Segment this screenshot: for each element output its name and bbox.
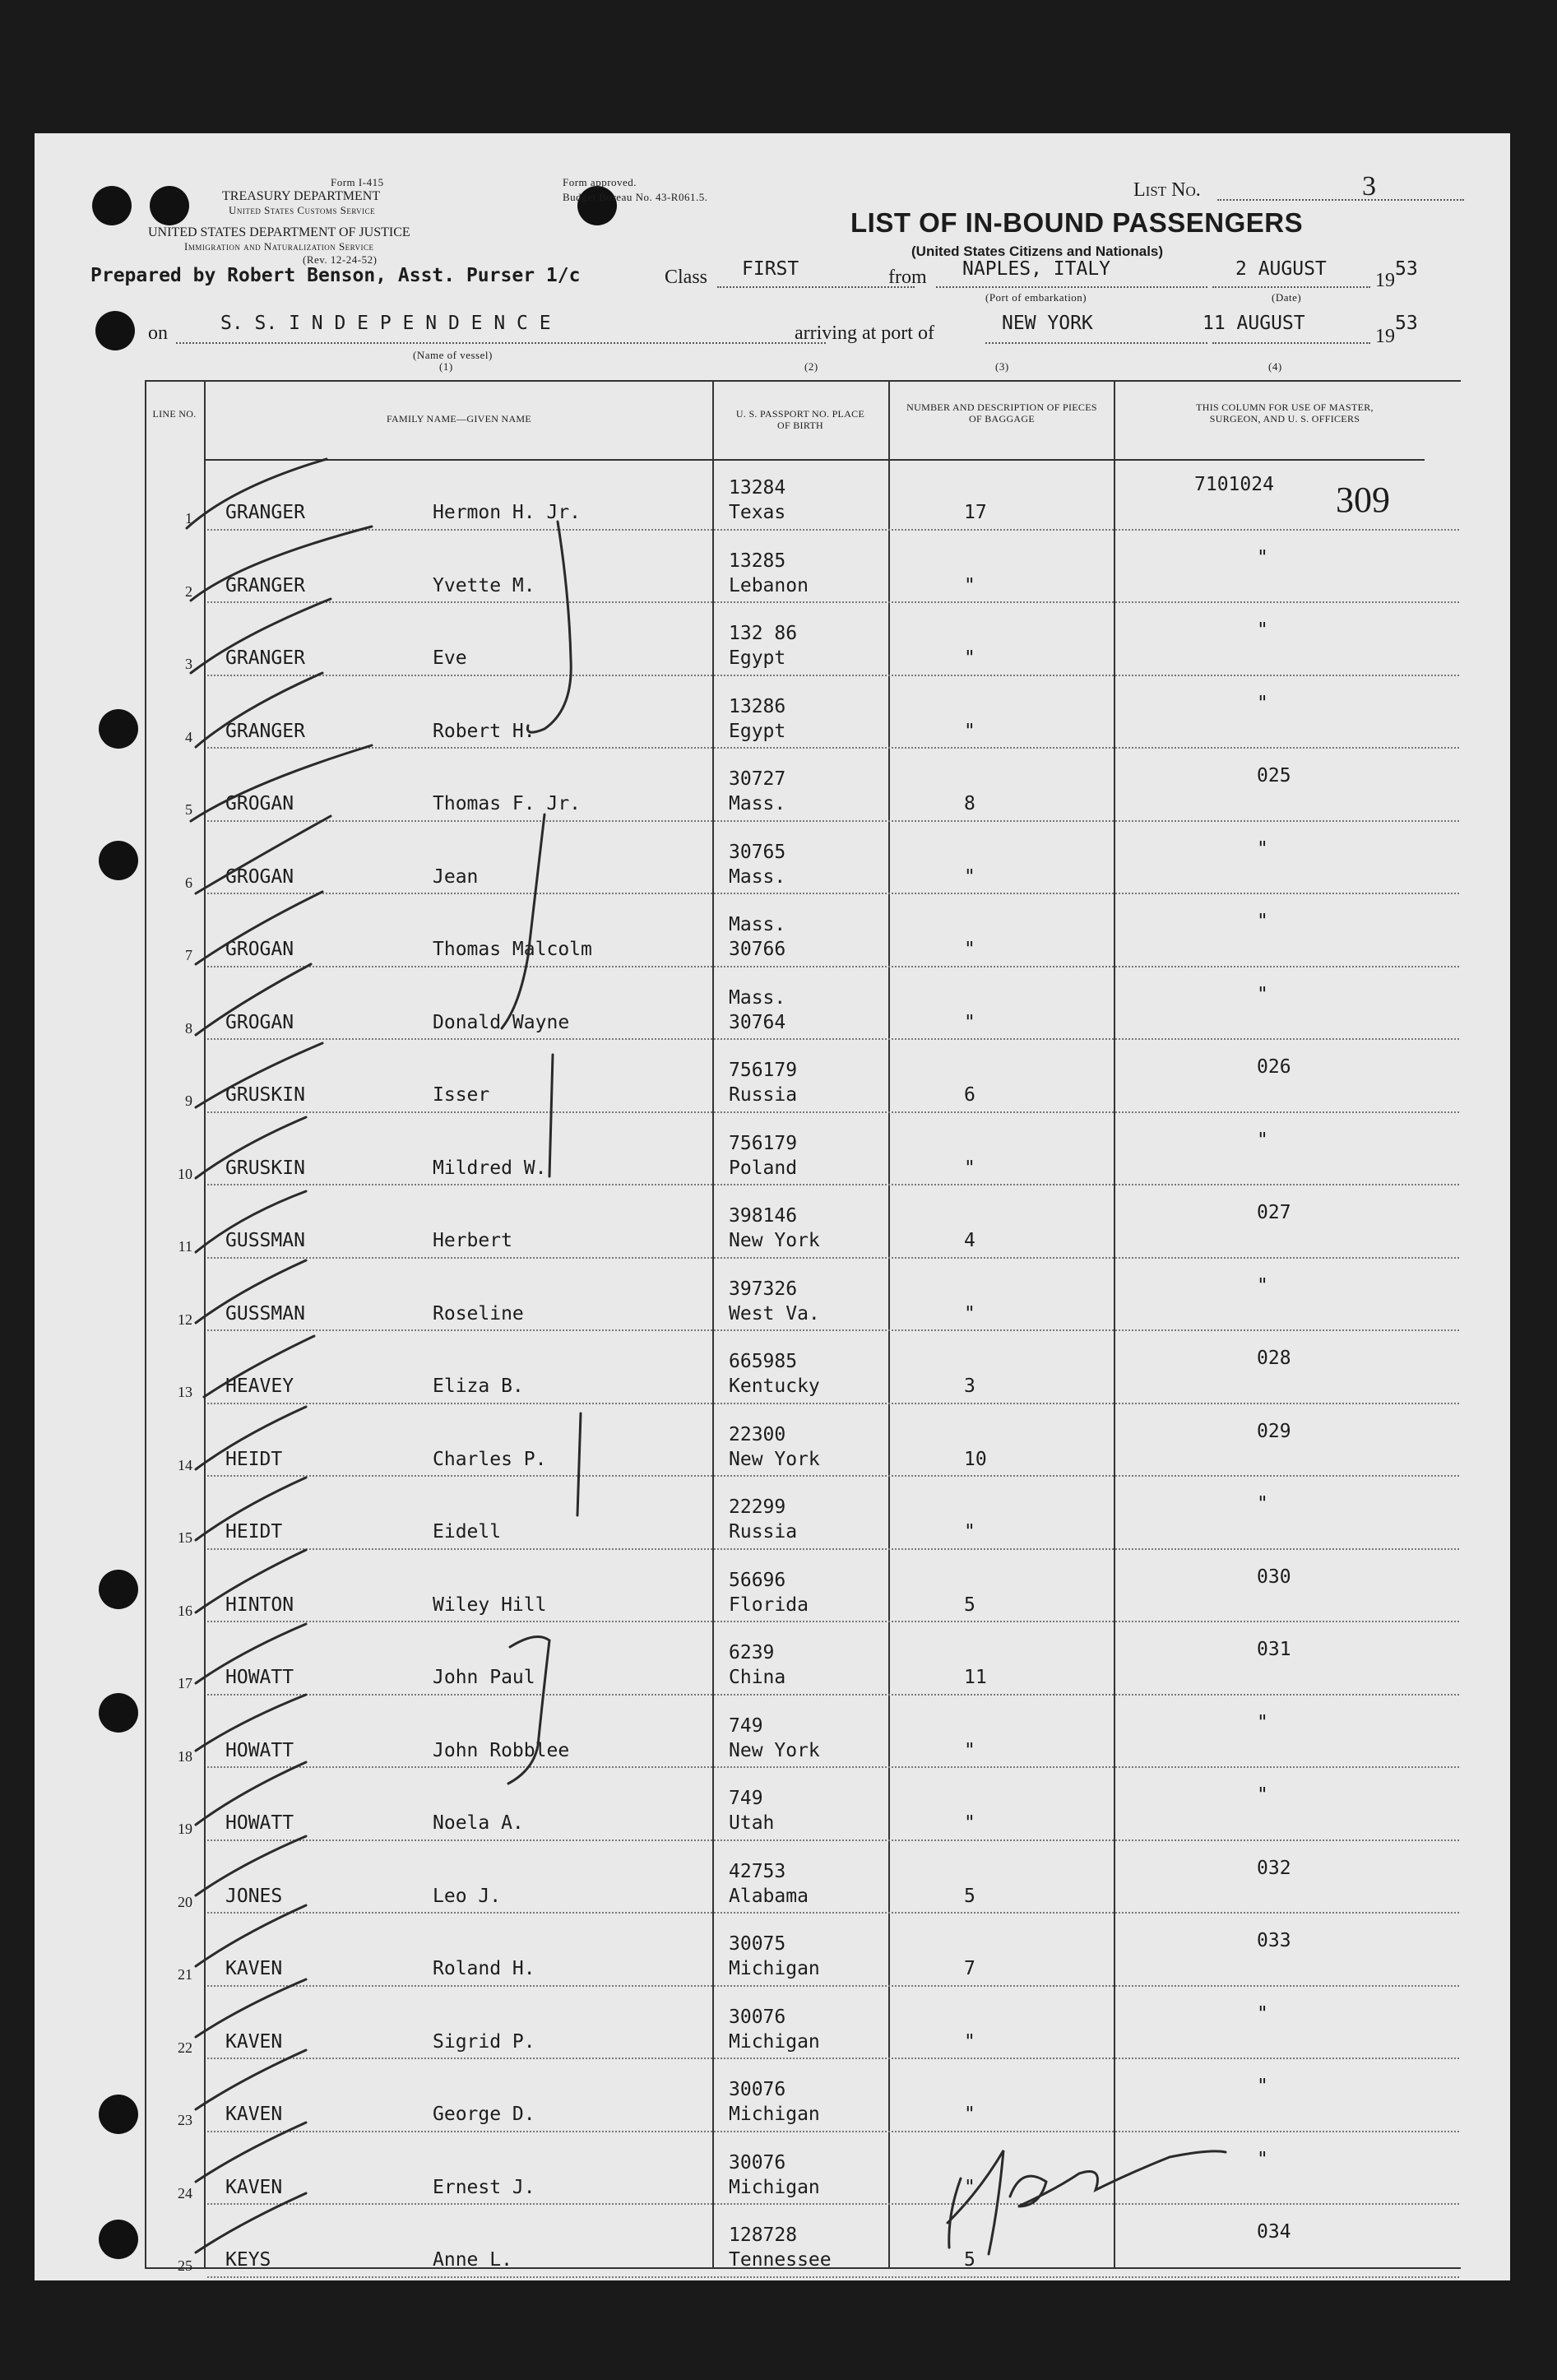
passport-no: 30076 [729, 2079, 786, 2100]
line-number: 1 [185, 510, 192, 527]
line-number: 23 [178, 2112, 192, 2128]
baggage-count: 4 [964, 1230, 975, 1251]
place-of-birth: Lebanon [729, 574, 809, 596]
officer-code: " [1257, 1129, 1268, 1151]
arriving-label: arriving at port of [795, 322, 934, 344]
place-of-birth: New York [729, 1739, 820, 1761]
customs-service: United States Customs Service [229, 204, 376, 216]
depart-date-value: 2 AUGUST [1235, 258, 1327, 280]
baggage-count: 10 [964, 1448, 987, 1470]
from-label: from [888, 267, 927, 288]
prepared-by: Prepared by Robert Benson, Asst. Purser 1/c [90, 265, 581, 286]
baggage-count: " [964, 1157, 975, 1179]
place-of-birth: Egypt [729, 647, 786, 669]
officer-code: " [1257, 1784, 1268, 1806]
family-name: GRANGER [225, 647, 305, 669]
given-name: Eidell [433, 1521, 502, 1543]
baggage-count: 7 [964, 1958, 975, 1979]
treasury-department: TREASURY DEPARTMENT [222, 189, 381, 203]
line-number: 17 [178, 1675, 192, 1691]
depart-year-prefix: 19 [1375, 270, 1395, 291]
family-name: HOWATT [225, 1667, 294, 1688]
col-head-baggage: NUMBER AND DESCRIPTION OF PIECES OF BAGGAGE [906, 401, 1097, 425]
officer-code: " [1257, 546, 1268, 568]
line-number: 21 [178, 1966, 192, 1983]
line-number: 5 [185, 801, 192, 818]
family-name: KAVEN [225, 2030, 283, 2053]
baggage-count: 6 [964, 1084, 975, 1106]
passport-no: 398146 [729, 1205, 798, 1227]
officer-code: " [1257, 983, 1268, 1005]
line-number: 25 [178, 2257, 192, 2274]
line-number: 22 [178, 2039, 192, 2056]
place-of-birth: Michigan [729, 2030, 820, 2053]
col-marker-2: (2) [804, 360, 818, 373]
arrival-year-prefix: 19 [1375, 326, 1395, 347]
passport-no: 13286 [729, 695, 786, 717]
on-label: on [148, 322, 168, 344]
list-no-value: 3 [1362, 171, 1376, 202]
passport-no: 22300 [729, 1423, 786, 1445]
family-name: GROGAN [225, 793, 294, 814]
handwritten-marks [35, 133, 1510, 2280]
place-of-birth: Egypt [729, 720, 786, 742]
line-number: 6 [185, 874, 192, 891]
baggage-count: " [964, 1812, 975, 1834]
family-name: HINTON [225, 1594, 294, 1616]
officer-code: 033 [1257, 1930, 1291, 1951]
given-name: Sigrid P. [433, 2030, 535, 2053]
place-of-birth: Russia [729, 1521, 798, 1543]
officer-code: " [1257, 692, 1268, 714]
passport-no: 665985 [729, 1351, 798, 1372]
place-of-birth: China [729, 1667, 786, 1688]
passport-no: 397326 [729, 1278, 798, 1300]
place-of-birth: New York [729, 1230, 820, 1251]
place-of-birth: West Va. [729, 1302, 820, 1325]
family-name: GRANGER [225, 720, 305, 742]
line-number: 2 [185, 582, 192, 600]
baggage-count: 5 [964, 1594, 975, 1616]
baggage-count: " [964, 574, 975, 596]
passport-no: 756179 [729, 1132, 798, 1154]
passport-no: 13284 [729, 477, 786, 499]
immigration-service: Immigration and Naturalization Service [184, 240, 374, 253]
line-number: 14 [178, 1456, 192, 1473]
given-name: Donald Wayne [433, 1011, 570, 1033]
given-name: Ernest J. [433, 2176, 535, 2198]
baggage-count: " [964, 2176, 975, 2198]
place-of-birth: Florida [729, 1594, 809, 1616]
place-of-birth: Michigan [729, 2176, 820, 2198]
line-number: 7 [185, 947, 192, 963]
given-name: Eve [433, 647, 467, 669]
given-name: Hermon H. Jr. [433, 502, 582, 523]
list-no-label: List No. [1133, 179, 1201, 201]
family-name: KAVEN [225, 2104, 283, 2125]
class-value: FIRST [742, 258, 799, 280]
passport-no: 6239 [729, 1642, 775, 1663]
baggage-count: " [964, 1302, 975, 1325]
col-head-line-no: LINE NO. [152, 408, 197, 420]
passport-no: 30075 [729, 1933, 786, 1955]
class-label: Class [665, 267, 708, 288]
col-head-officers: THIS COLUMN FOR USE OF MASTER, SURGEON, AND U. S. OFFICERS [1196, 401, 1374, 425]
passport-no: 30765 [729, 841, 786, 863]
place-of-birth: 30766 [729, 939, 786, 960]
baggage-count: " [964, 1521, 975, 1543]
passport-no: 42753 [729, 1860, 786, 1882]
passport-no: Mass. [729, 914, 786, 935]
baggage-count: 3 [964, 1376, 975, 1397]
passport-no: 749 [729, 1714, 763, 1737]
family-name: GROGAN [225, 939, 294, 960]
officer-code: 034 [1257, 2221, 1291, 2243]
baggage-count: " [964, 939, 975, 960]
arrival-port-value: NEW YORK [1002, 313, 1093, 334]
officer-code: " [1257, 911, 1268, 932]
given-name: John Paul [433, 1667, 535, 1688]
family-name: KAVEN [225, 2176, 283, 2198]
baggage-count: 17 [964, 502, 987, 523]
passport-no: 756179 [729, 1060, 798, 1081]
passport-no: 22299 [729, 1496, 786, 1518]
form-approved: Form approved. [563, 176, 637, 188]
family-name: KEYS [225, 2249, 271, 2271]
officer-code: " [1257, 2002, 1268, 2025]
officer-code: 026 [1257, 1056, 1291, 1078]
family-name: HEAVEY [225, 1376, 294, 1397]
given-name: Wiley Hill [433, 1594, 547, 1616]
passport-no: Mass. [729, 986, 786, 1009]
given-name: Leo J. [433, 1885, 502, 1907]
family-name: HOWATT [225, 1812, 294, 1834]
given-name: Charles P. [433, 1448, 547, 1470]
given-name: John Robblee [433, 1739, 570, 1761]
family-name: JONES [225, 1885, 283, 1907]
family-name: KAVEN [225, 1958, 283, 1979]
line-number: 4 [185, 728, 192, 745]
place-of-birth: Poland [729, 1157, 798, 1179]
family-name: GRANGER [225, 574, 305, 596]
officer-code: " [1257, 837, 1268, 860]
officer-code: 031 [1257, 1639, 1291, 1660]
page-title: LIST OF IN-BOUND PASSENGERS [850, 207, 1304, 238]
line-number: 24 [178, 2184, 192, 2201]
baggage-count: 5 [964, 1885, 975, 1907]
arrival-year-suffix: 53 [1395, 313, 1418, 334]
family-name: GRUSKIN [225, 1084, 305, 1106]
place-of-birth: 30764 [729, 1011, 786, 1033]
officer-code: " [1257, 2148, 1268, 2170]
officer-code: 7101024 [1194, 474, 1274, 495]
line-number: 18 [178, 1747, 192, 1765]
given-name: Isser [433, 1084, 490, 1106]
line-number: 10 [178, 1165, 192, 1182]
baggage-count: " [964, 865, 975, 888]
officer-code: " [1257, 1711, 1268, 1733]
place-of-birth: Mass. [729, 865, 786, 888]
place-of-birth: Utah [729, 1812, 775, 1834]
manifest-page [35, 133, 1510, 2280]
line-number: 3 [185, 656, 192, 672]
family-name: GUSSMAN [225, 1230, 305, 1251]
place-of-birth: Mass. [729, 793, 786, 814]
place-of-birth: Michigan [729, 1958, 820, 1979]
baggage-count: " [964, 2030, 975, 2053]
given-name: Jean [433, 865, 479, 888]
baggage-count: " [964, 720, 975, 742]
given-name: Herbert [433, 1230, 512, 1251]
given-name: Yvette M. [433, 574, 535, 596]
col-marker-3: (3) [995, 360, 1009, 373]
place-of-birth: New York [729, 1448, 820, 1470]
place-of-birth: Tennessee [729, 2249, 832, 2271]
family-name: GROGAN [225, 1011, 294, 1033]
passport-no: 30076 [729, 2151, 786, 2174]
place-of-birth: Michigan [729, 2104, 820, 2125]
officer-code: 029 [1257, 1420, 1291, 1442]
place-of-birth: Kentucky [729, 1376, 820, 1397]
baggage-count: 8 [964, 793, 975, 814]
col-marker-4: (4) [1268, 360, 1282, 373]
baggage-count: " [964, 647, 975, 669]
family-name: GRANGER [225, 502, 305, 523]
vessel-name: S. S. I N D E P E N D E N C E [220, 313, 551, 334]
family-name: HOWATT [225, 1739, 294, 1761]
officer-code: 030 [1257, 1566, 1291, 1588]
col-head-name: FAMILY NAME—GIVEN NAME [386, 413, 532, 425]
vessel-caption: (Name of vessel) [413, 349, 493, 361]
passport-no: 749 [729, 1788, 763, 1809]
line-number: 20 [178, 1893, 192, 1910]
depart-date-caption: (Date) [1272, 291, 1302, 304]
line-number: 19 [178, 1821, 192, 1837]
place-of-birth: Alabama [729, 1885, 809, 1907]
given-name: Thomas F. Jr. [433, 793, 582, 814]
line-number: 9 [185, 1093, 192, 1109]
given-name: Eliza B. [433, 1376, 524, 1397]
family-name: GRUSKIN [225, 1157, 305, 1179]
given-name: George D. [433, 2104, 535, 2125]
line-number: 15 [178, 1529, 192, 1546]
officer-code: 028 [1257, 1348, 1291, 1369]
given-name: Roland H. [433, 1958, 535, 1979]
col-head-passport: U. S. PASSPORT NO. PLACE OF BIRTH [735, 408, 865, 431]
officer-code: " [1257, 1274, 1268, 1297]
line-number: 8 [185, 1019, 192, 1037]
given-name: Noela A. [433, 1812, 524, 1834]
arrival-date-value: 11 AUGUST [1203, 313, 1305, 334]
officer-code: 032 [1257, 1857, 1291, 1879]
given-name: Mildred W. [433, 1157, 547, 1179]
officer-code: 025 [1257, 765, 1291, 786]
officer-code: " [1257, 1493, 1268, 1515]
revision-date: (Rev. 12-24-52) [303, 253, 378, 266]
given-name: Robert H. [433, 720, 535, 742]
line-number: 11 [178, 1238, 192, 1255]
family-name: GROGAN [225, 865, 294, 888]
passport-no: 30076 [729, 2006, 786, 2028]
place-of-birth: Texas [729, 502, 786, 523]
family-name: HEIDT [225, 1448, 283, 1470]
baggage-count: 5 [964, 2249, 975, 2271]
depart-year-suffix: 53 [1395, 258, 1418, 280]
page-subtitle: (United States Citizens and Nationals) [911, 244, 1164, 259]
place-of-birth: Russia [729, 1084, 798, 1106]
officer-code: " [1257, 619, 1268, 641]
family-name: GUSSMAN [225, 1302, 305, 1325]
passport-no: 128728 [729, 2225, 798, 2246]
passport-no: 132 86 [729, 623, 798, 644]
form-number: Form I-415 [331, 176, 384, 188]
budget-bureau: Budget Bureau No. 43-R061.5. [563, 191, 708, 203]
col-marker-1: (1) [439, 360, 453, 373]
baggage-count: 11 [964, 1667, 987, 1688]
baggage-count: " [964, 1739, 975, 1761]
line-number: 13 [178, 1384, 192, 1400]
officer-code: " [1257, 2076, 1268, 2097]
given-name: Anne L. [433, 2249, 512, 2271]
passport-no: 30727 [729, 768, 786, 790]
row1-handwritten-number: 309 [1336, 480, 1390, 520]
officer-code: 027 [1257, 1202, 1291, 1223]
port-embark-caption: (Port of embarkation) [985, 291, 1087, 304]
family-name: HEIDT [225, 1521, 283, 1543]
line-number: 16 [178, 1602, 192, 1619]
passport-no: 13285 [729, 550, 786, 572]
port-embark-value: NAPLES, ITALY [962, 258, 1111, 280]
given-name: Thomas Malcolm [433, 939, 592, 960]
baggage-count: " [964, 1011, 975, 1033]
baggage-count: " [964, 2104, 975, 2125]
passport-no: 56696 [729, 1569, 786, 1591]
line-number: 12 [178, 1311, 192, 1328]
justice-department: UNITED STATES DEPARTMENT OF JUSTICE [148, 225, 410, 239]
given-name: Roseline [433, 1302, 524, 1325]
